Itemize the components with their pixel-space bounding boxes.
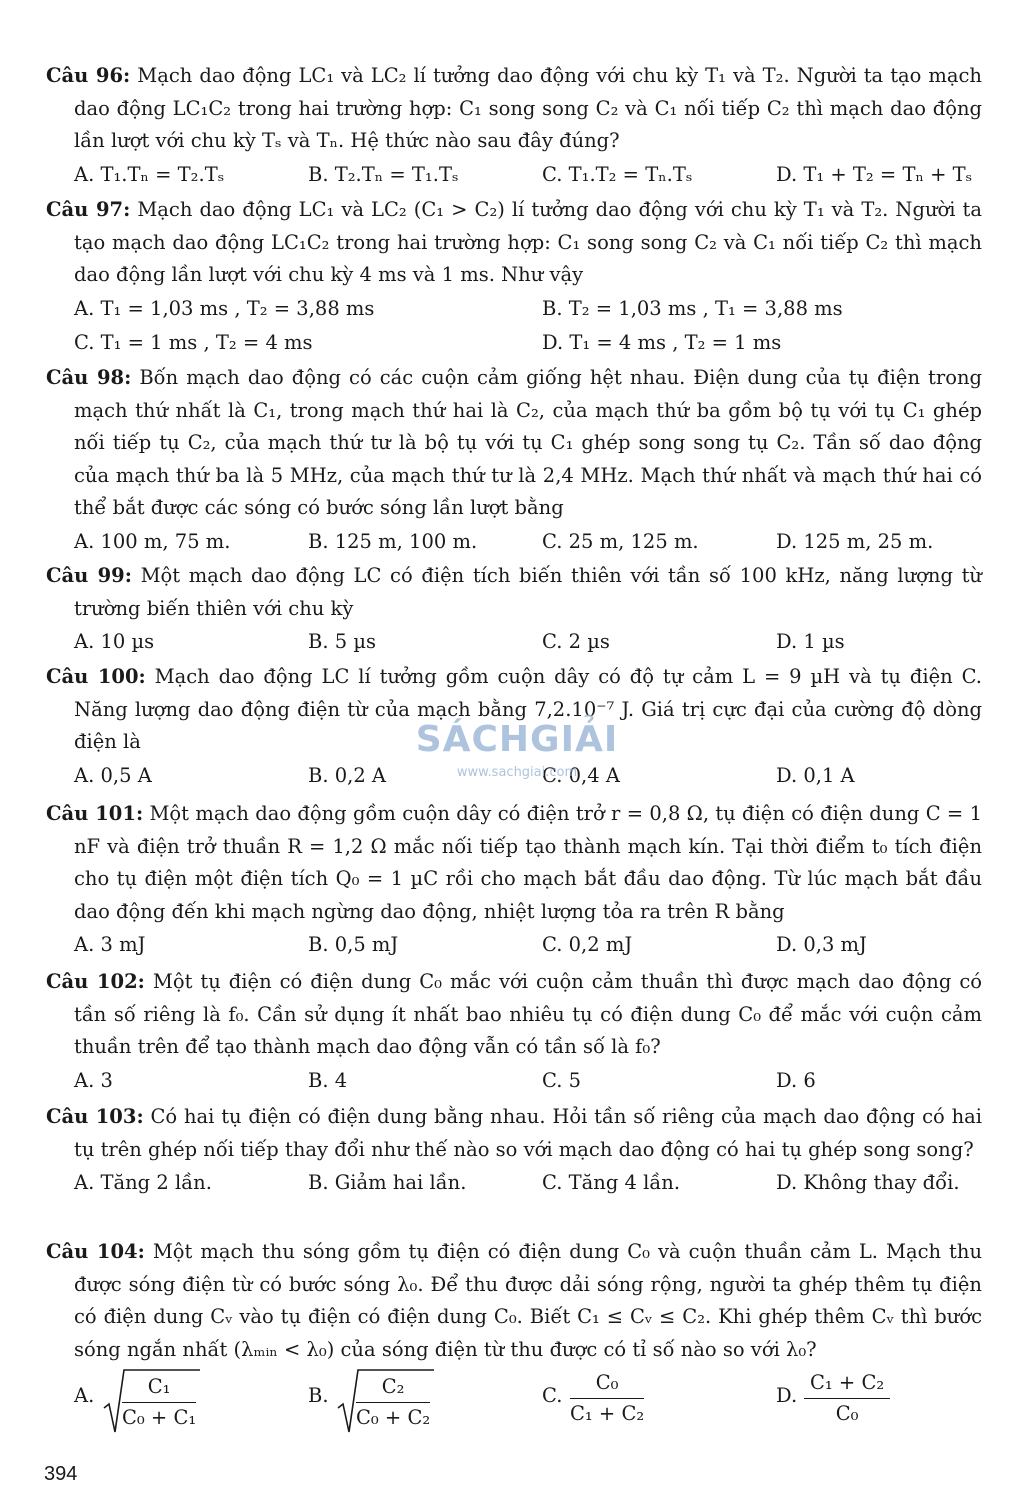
answer-options [46, 292, 982, 326]
question-103 [46, 1101, 982, 1200]
question-label: Câu 99: [46, 564, 132, 587]
question-text: Mạch dao động LC₁ và LC₂ lí tưởng dao động với chu kỳ T₁ và T₂. Người ta tạo mạch dao động LC₁C₂ trong hai trường hợp: C₁ song song C₂ và C₁ nối tiếp C₂ thì mạch dao động lần lượt với chu kỳ Tₛ và Tₙ. Hệ thức nào sau đây đúng? [74, 64, 982, 152]
option-a[interactable]: A. Tăng 2 lần. [74, 1171, 212, 1194]
option-d[interactable]: D. T₁ = 4 ms , T₂ = 1 ms [542, 330, 782, 354]
option-c[interactable]: C. 5 [542, 1068, 582, 1092]
question-text: Một tụ điện có điện dung C₀ mắc với cuộn cảm thuần thì được mạch dao động có tần số riêng là f₀. Cần sử dụng ít nhất bao nhiêu tụ có điện dung C₀ để mắc với cuộn cảm thuần trên để tạo thành mạch dao động vẫn có tần số là f₀? [74, 970, 983, 1058]
option-b[interactable] [308, 1362, 528, 1442]
denominator: C₀ [835, 1402, 859, 1425]
watermark-url: www.sachgiai.com [456, 765, 578, 780]
question-text: Mạch dao động LC₁ và LC₂ (C₁ > C₂) lí tưởng dao động với chu kỳ T₁ và T₂. Người ta tạo mạch dao động LC₁C₂ trong hai trường hợp: C₁ song song C₂ và C₁ nối tiếp C₂ thì mạch dao động lần lượt với chu kỳ 4 ms và 1 ms. Như vậy [74, 198, 982, 286]
answer-options [46, 928, 982, 962]
question-101 [46, 798, 982, 962]
option-d[interactable]: D. Không thay đổi. [776, 1171, 960, 1194]
question-label: Câu 101: [46, 802, 144, 825]
question-label: Câu 96: [46, 64, 131, 87]
option-a[interactable]: A. 10 µs [74, 630, 155, 653]
answer-options [46, 1166, 982, 1200]
numerator: C₁ + C₂ [804, 1368, 890, 1399]
option-c[interactable]: C. T₁.T₂ = Tₙ.Tₛ [542, 162, 693, 186]
question-text: Bốn mạch dao động có các cuộn cảm giống hệt nhau. Điện dung của tụ điện trong mạch thứ nhất là C₁, trong mạch thứ hai là C₂, của mạch thứ ba gồm bộ tụ với tụ C₁ ghép nối tiếp tụ C₂, của mạch thứ tư là bộ tụ với tụ C₁ ghép song song tụ C₂. Tần số dao động của mạch thứ ba là 5 MHz, của mạch thứ tư là 2,4 MHz. Mạch thứ nhất và mạch thứ hai có thể bắt được các sóng có bước sóng lần lượt bằng [74, 366, 982, 519]
answer-options [46, 1064, 982, 1098]
option-c[interactable]: C. T₁ = 1 ms , T₂ = 4 ms [74, 330, 313, 354]
option-b[interactable]: B. 125 m, 100 m. [308, 529, 478, 553]
answer-options [46, 326, 982, 360]
question-stem [46, 1236, 982, 1366]
answer-options [46, 158, 982, 192]
option-a[interactable]: A. T₁.Tₙ = T₂.Tₛ [74, 162, 225, 186]
denominator: C₀ + C₁ [122, 1406, 197, 1429]
denominator: C₁ + C₂ [570, 1402, 645, 1425]
numerator: C₂ [356, 1372, 430, 1403]
question-text: Có hai tụ điện có điện dung bằng nhau. Hỏi tần số riêng của mạch dao động có hai tụ trên ghép nối tiếp thay đổi như thế nào so với mạch dao động có hai tụ ghép song song? [74, 1105, 983, 1161]
question-stem [46, 798, 982, 928]
option-c[interactable]: C. 25 m, 125 m. [542, 529, 699, 553]
option-d[interactable]: D. 0,3 mJ [776, 933, 867, 956]
question-stem [46, 60, 982, 158]
question-96 [46, 60, 982, 192]
numerator: C₀ [570, 1368, 644, 1399]
question-102 [46, 966, 982, 1098]
fraction [570, 1368, 644, 1429]
page-number: 394 [44, 1463, 78, 1485]
question-label: Câu 103: [46, 1105, 144, 1128]
question-label: Câu 100: [46, 665, 146, 688]
option-d[interactable]: D. T₁ + T₂ = Tₙ + Tₛ [776, 162, 973, 186]
option-a[interactable]: A. 3 [74, 1068, 113, 1092]
option-a[interactable] [74, 1362, 294, 1442]
answer-options [46, 625, 982, 659]
option-d[interactable] [776, 1362, 976, 1442]
numerator: C₁ [122, 1372, 196, 1403]
question-text: Một mạch dao động LC có điện tích biến thiên với tần số 100 kHz, năng lượng từ trường biến thiên với chu kỳ [74, 564, 982, 620]
option-c[interactable]: C. 2 µs [542, 630, 610, 653]
question-stem [46, 560, 982, 625]
question-stem [46, 362, 982, 525]
option-letter: B. [308, 1384, 329, 1407]
option-letter: D. [776, 1384, 798, 1407]
option-c[interactable]: C. 0,2 mJ [542, 933, 633, 956]
option-d[interactable]: D. 125 m, 25 m. [776, 529, 934, 553]
question-97 [46, 194, 982, 360]
question-label: Câu 98: [46, 366, 132, 389]
question-stem [46, 966, 982, 1064]
option-b[interactable]: B. T₂.Tₙ = T₁.Tₛ [308, 162, 459, 186]
option-b[interactable]: B. 5 µs [308, 630, 377, 653]
option-b[interactable]: B. 0,5 mJ [308, 933, 399, 956]
option-a[interactable]: A. T₁ = 1,03 ms , T₂ = 3,88 ms [74, 296, 375, 320]
watermark [412, 720, 622, 782]
option-b[interactable]: B. T₂ = 1,03 ms , T₁ = 3,88 ms [542, 296, 843, 320]
denominator: C₀ + C₂ [356, 1406, 431, 1429]
question-98 [46, 362, 982, 559]
option-letter: C. [542, 1384, 563, 1407]
option-d[interactable]: D. 1 µs [776, 630, 845, 653]
formula-options [46, 1362, 982, 1442]
option-c[interactable]: C. 0,4 A [542, 763, 620, 787]
question-text: Một mạch thu sóng gồm tụ điện có điện dung C₀ và cuộn thuần cảm L. Mạch thu được sóng điện từ có bước sóng λ₀. Để thu được dải sóng rộng, người ta ghép thêm tụ điện có điện dung Cᵥ vào tụ điện có điện dung C₀. Biết C₁ ≤ Cᵥ ≤ C₂. Khi ghép thêm Cᵥ thì bước sóng ngắn nhất (λₘᵢₙ < λ₀) của sóng điện từ thu được có tỉ số nào so với λ₀? [74, 1240, 983, 1361]
option-b[interactable]: B. Giảm hai lần. [308, 1171, 467, 1194]
option-d[interactable]: D. 0,1 A [776, 763, 855, 787]
watermark-title: SÁCHGIẢI [415, 719, 619, 760]
question-text: Một mạch dao động gồm cuộn dây có điện trở r = 0,8 Ω, tụ điện có điện dung C = 1 nF và điện trở thuần R = 1,2 Ω mắc nối tiếp tạo thành mạch kín. Tại thời điểm t₀ tích điện cho tụ điện một điện tích Q₀ = 1 µC rồi cho mạch bắt đầu dao động. Từ lúc mạch bắt đầu dao động đến khi mạch ngừng dao động, nhiệt lượng tỏa ra trên R bằng [74, 802, 982, 923]
option-c[interactable]: C. Tăng 4 lần. [542, 1171, 681, 1194]
option-b[interactable]: B. 4 [308, 1068, 348, 1092]
option-b[interactable]: B. 0,2 A [308, 763, 387, 787]
question-stem [46, 1101, 982, 1166]
question-stem [46, 194, 982, 292]
question-99 [46, 560, 982, 659]
option-a[interactable]: A. 3 mJ [74, 933, 146, 956]
option-c[interactable] [542, 1362, 762, 1442]
question-text: Mạch dao động LC lí tưởng gồm cuộn dây có độ tự cảm L = 9 µH và tụ điện C. Năng lượng dao động điện từ của mạch bằng 7,2.10⁻⁷ J. Giá trị cực đại của cường độ dòng điện là [74, 665, 983, 753]
answer-options [46, 525, 982, 559]
question-label: Câu 97: [46, 198, 131, 221]
question-104 [46, 1236, 982, 1366]
question-label: Câu 104: [46, 1240, 145, 1263]
option-a[interactable]: A. 0,5 A [74, 763, 152, 787]
option-d[interactable]: D. 6 [776, 1068, 816, 1092]
question-label: Câu 102: [46, 970, 145, 993]
option-a[interactable]: A. 100 m, 75 m. [74, 529, 231, 553]
option-letter: A. [74, 1384, 95, 1407]
fraction [804, 1368, 890, 1429]
